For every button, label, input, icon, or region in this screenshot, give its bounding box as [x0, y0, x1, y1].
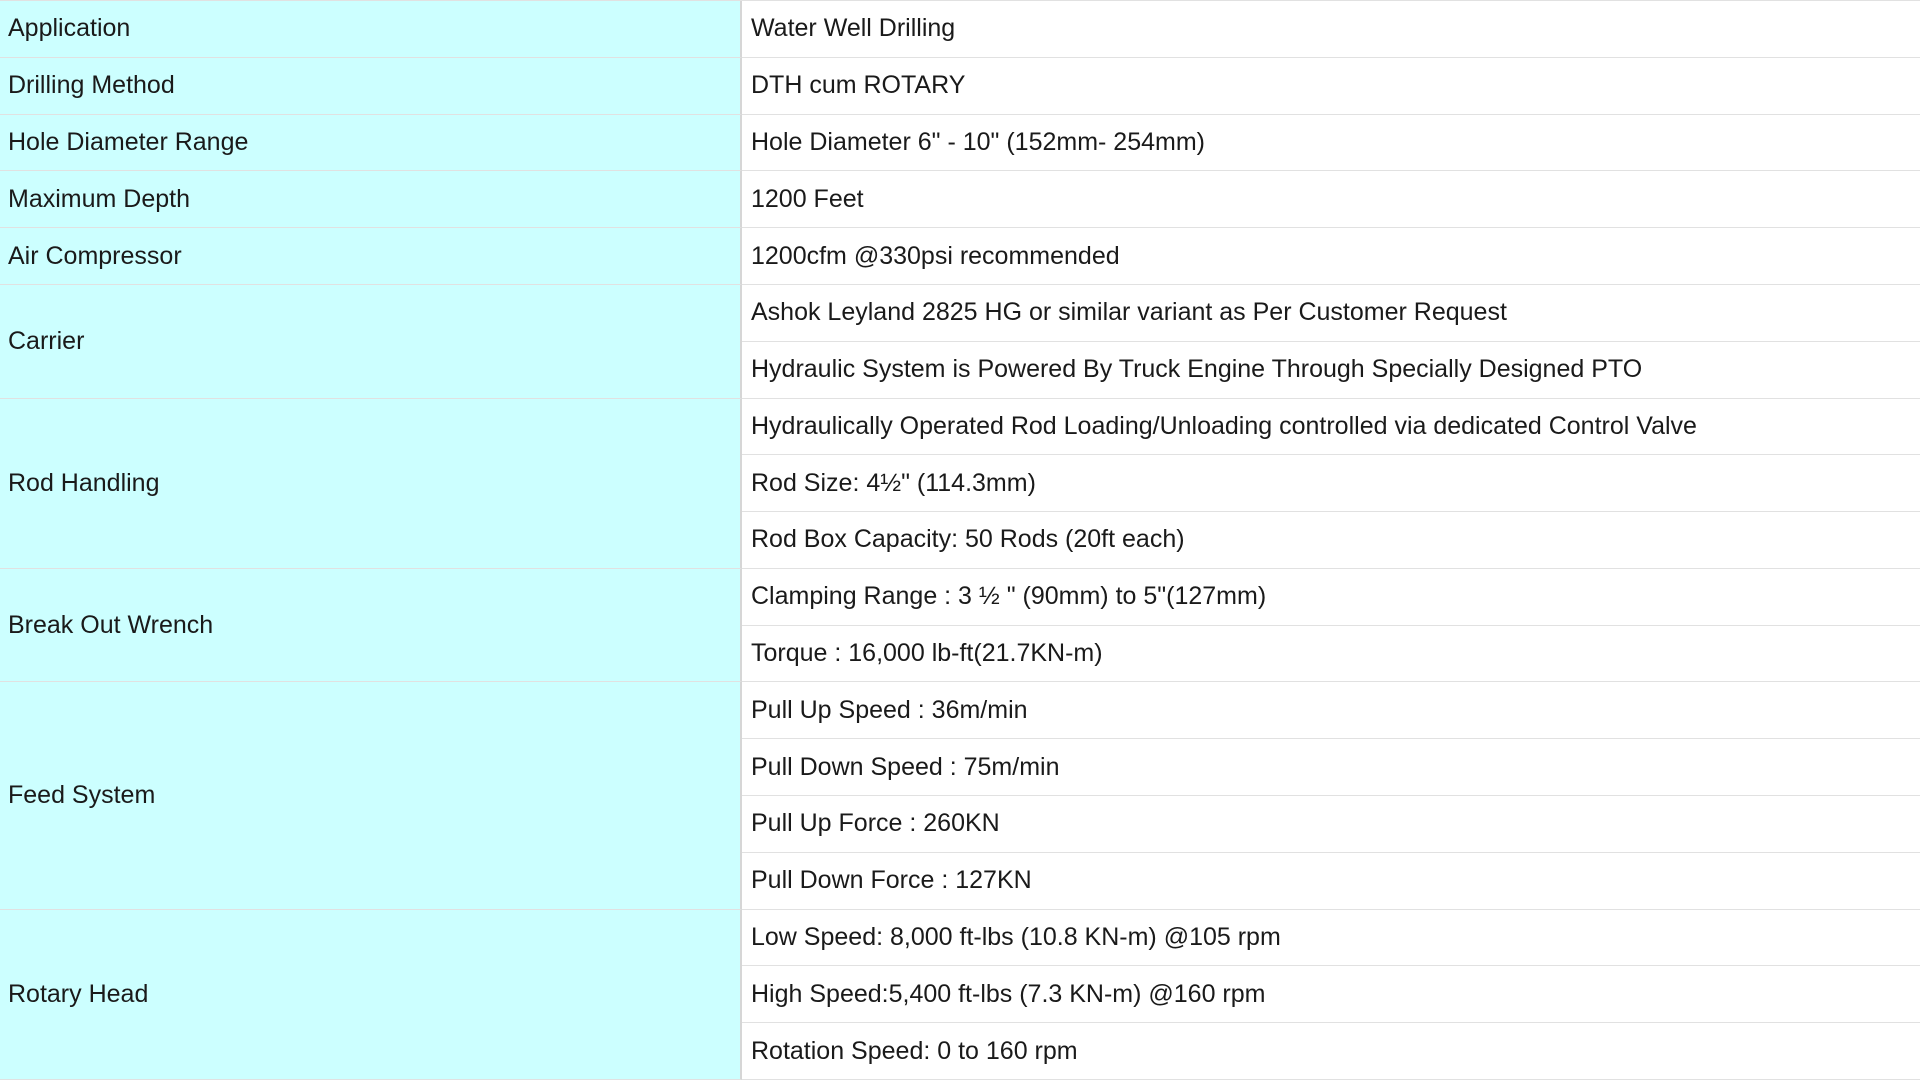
value-cell-rotary-head-2: High Speed:5,400 ft-lbs (7.3 KN-m) @160 rpm: [742, 966, 1920, 1023]
value-cell-rod-handling-3: Rod Box Capacity: 50 Rods (20ft each): [742, 512, 1920, 569]
parameter-cell-hole-diameter-range: Hole Diameter Range: [0, 115, 742, 172]
parameter-cell-application: Application: [0, 1, 742, 58]
parameter-cell-rod-handling: Rod Handling: [0, 399, 742, 569]
value-cell-rotary-head-3: Rotation Speed: 0 to 160 rpm: [742, 1023, 1920, 1080]
value-cell-carrier-1: Ashok Leyland 2825 HG or similar variant as Per Customer Request: [742, 285, 1920, 342]
value-cell-drilling-method: DTH cum ROTARY: [742, 58, 1920, 115]
value-cell-rotary-head-1: Low Speed: 8,000 ft-lbs (10.8 KN-m) @105 rpm: [742, 910, 1920, 967]
parameter-cell-maximum-depth: Maximum Depth: [0, 171, 742, 228]
value-cell-application: Water Well Drilling: [742, 1, 1920, 58]
value-cell-hole-diameter-range: Hole Diameter 6" - 10" (152mm- 254mm): [742, 115, 1920, 172]
value-cell-feed-system-1: Pull Up Speed : 36m/min: [742, 682, 1920, 739]
value-cell-carrier-2: Hydraulic System is Powered By Truck Engine Through Specially Designed PTO: [742, 342, 1920, 399]
parameter-cell-feed-system: Feed System: [0, 682, 742, 909]
value-cell-maximum-depth: 1200 Feet: [742, 171, 1920, 228]
parameter-cell-drilling-method: Drilling Method: [0, 58, 742, 115]
value-cell-break-out-wrench-2: Torque : 16,000 lb-ft(21.7KN-m): [742, 626, 1920, 683]
value-cell-rod-handling-1: Hydraulically Operated Rod Loading/Unloading controlled via dedicated Control Valve: [742, 399, 1920, 456]
value-cell-air-compressor: 1200cfm @330psi recommended: [742, 228, 1920, 285]
value-cell-break-out-wrench-1: Clamping Range : 3 ½ " (90mm) to 5"(127mm): [742, 569, 1920, 626]
parameter-cell-carrier: Carrier: [0, 285, 742, 399]
value-cell-feed-system-2: Pull Down Speed : 75m/min: [742, 739, 1920, 796]
parameter-cell-break-out-wrench: Break Out Wrench: [0, 569, 742, 683]
parameter-cell-rotary-head: Rotary Head: [0, 910, 742, 1080]
value-cell-rod-handling-2: Rod Size: 4½" (114.3mm): [742, 455, 1920, 512]
value-cell-feed-system-3: Pull Up Force : 260KN: [742, 796, 1920, 853]
value-cell-feed-system-4: Pull Down Force : 127KN: [742, 853, 1920, 910]
parameter-cell-air-compressor: Air Compressor: [0, 228, 742, 285]
